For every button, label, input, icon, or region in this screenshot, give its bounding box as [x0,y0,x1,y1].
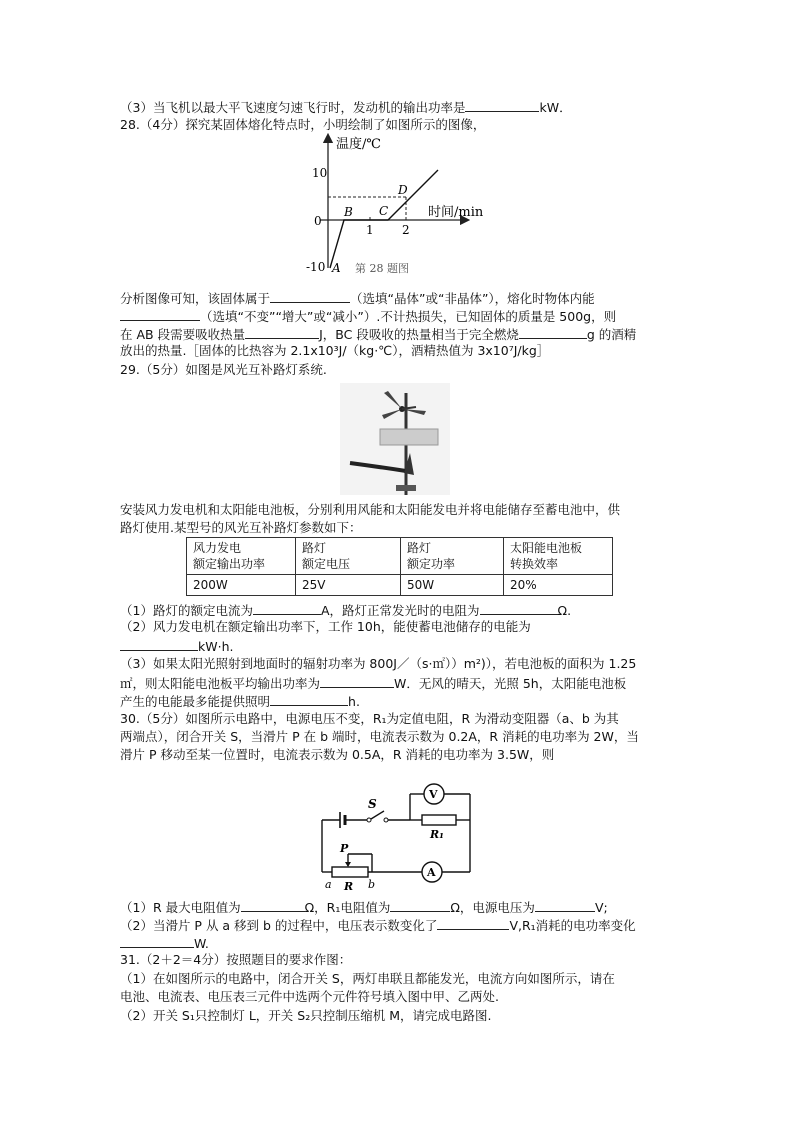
rheostat-end-a: a [325,878,332,891]
q30-line2: 两端点），闭合开关 S，当滑片 P 在 b 端时，电流表示数为 0.2A，R 消耗的电功率为 2W，当 [120,729,639,744]
streetlight-params-table [186,537,613,596]
q28-line1: 分析图像可知，该固体属于 （选填“晶体”或“非晶体”），熔化时物体内能 [120,291,595,306]
q27-3-line: （3）当飞机以最大平飞速度匀速飞行时，发动机的输出功率是 kW． [120,100,572,115]
q31-sub2: （2）开关 S₁只控制灯 L，开关 S₂只控制压缩机 M，请完成电路图. [120,1008,492,1023]
q29-desc1: 安装风力发电机和太阳能电池板，分别利用风能和太阳能发电并将电能储存至蓄电池中，供 [120,502,621,517]
y-tick-10: 10 [312,166,328,180]
rheostat-end-b: b [368,878,376,891]
heating-curve [330,170,438,268]
q28-temperature-graph [300,130,500,275]
slider-label: P [340,842,349,855]
resistor-r1-icon [422,815,456,825]
answer-blank[interactable] [253,601,321,615]
switch-label: S [368,797,377,811]
point-D: D [398,183,408,197]
q30-sub1: （1）R 最大电阻值为 Ω，R₁电阻值为 Ω，电源电压为 V; [120,900,608,915]
answer-blank[interactable] [437,916,509,930]
ammeter-label: A [427,866,436,879]
answer-blank[interactable] [120,637,198,651]
table-cell: 200W [187,575,296,596]
answer-blank[interactable] [320,674,394,688]
answer-blank[interactable] [241,898,305,912]
point-A: A [332,261,341,275]
rheostat-icon [332,867,368,877]
point-B: B [344,205,353,219]
x-axis-label: 时间/min [428,205,484,220]
answer-blank[interactable] [535,898,595,912]
answer-blank[interactable] [270,692,348,706]
answer-blank[interactable] [120,307,200,321]
q30-line1: 30.（5分）如图所示电路中，电源电压不变，R₁为定值电阻，R 为滑动变阻器（a、b 为其 [120,711,619,726]
y-tick-neg10: -10 [306,260,326,274]
answer-blank[interactable] [480,601,558,615]
x-tick-1: 1 [366,223,374,237]
q29-desc2: 路灯使用.某型号的风光互补路灯参数如下： [120,520,362,535]
answer-blank[interactable] [390,898,450,912]
table-header-cell: 太阳能电池板 转换效率 [504,538,613,575]
q28-title: 28.（4分）探究某固体熔化特点时，小明绘制了如图所示的图像， [120,117,486,132]
q30-circuit-diagram [312,782,482,894]
point-C: C [379,204,389,218]
q29-sub3b: ㎡，则太阳能电池板平均输出功率为 W．无风的晴天，光照 5h，太阳能电池板 [120,676,627,691]
q29-sub2b: kW·h. [120,637,233,655]
q29-sub2a: （2）风力发电机在额定输出功率下，工作 10h，能使蓄电池储存的电能为 [120,619,531,634]
q31-sub1a: （1）在如图所示的电路中，闭合开关 S，两灯串联且都能发光，电流方向如图所示，请在 [120,971,615,986]
figure-caption: 第 28 题图 [355,262,409,275]
answer-blank[interactable] [245,325,319,339]
q30-line3: 滑片 P 移动至某一位置时，电流表示数为 0.5A，R 消耗的电功率为 3.5W，则 [120,747,555,762]
q29-sub3c: 产生的电能最多能提供照明 h. [120,694,360,709]
table-header-cell: 风力发电 额定输出功率 [187,538,296,575]
q28-line2: （选填“不变”“增大”或“减小”）.不计热损失，已知固体的质量是 500g，则 [120,307,616,325]
answer-blank[interactable] [465,98,539,112]
table-cell: 25V [296,575,401,596]
switch-icon [371,811,384,819]
x-tick-2: 2 [402,223,410,237]
resistor-r1-label: R₁ [430,828,444,841]
table-cell: 50W [401,575,504,596]
q29-sub3a: （3）如果太阳光照射到地面时的辐射功率为 800J／（s·㎡））m²)），若电池板的面积为 1.25 [120,656,637,671]
q29-sub1: （1）路灯的额定电流为 A，路灯正常发光时的电阻为 Ω. [120,603,572,618]
answer-blank[interactable] [270,289,350,303]
y-axis-label: 温度/℃ [336,137,381,152]
answer-blank[interactable] [120,934,194,948]
q31-sub1b: 电池、电流表、电压表三元件中选两个元件符号填入图中甲、乙两处. [120,989,499,1004]
y-tick-0: 0 [314,214,322,228]
table-header-row [187,538,613,575]
q29-title: 29.（5分）如图是风光互补路灯系统. [120,362,327,377]
table-header-cell: 路灯 额定功率 [401,538,504,575]
wind-solar-streetlight-photo [340,383,450,495]
q31-title: 31.（2＋2＝4分）按照题目的要求作图： [120,952,352,967]
q30-sub2a: （2）当滑片 P 从 a 移到 b 的过程中，电压表示数变化了 V,R₁消耗的电功率变化 [120,918,636,933]
rheostat-label: R [344,880,354,893]
q28-line4: 放出的热量.［固体的比热容为 2.1x10³J/（kg·℃），酒精热值为 3x10⁷J/kg］ [120,343,550,358]
table-cell: 20% [504,575,613,596]
q30-sub2b: W. [120,934,209,952]
voltmeter-label: V [429,788,438,801]
table-header-cell: 路灯 额定电压 [296,538,401,575]
q28-line3: 在 AB 段需要吸收热量 J，BC 段吸收的热量相当于完全燃烧 g 的酒精 [120,327,637,342]
answer-blank[interactable] [519,325,587,339]
table-row [187,575,613,596]
